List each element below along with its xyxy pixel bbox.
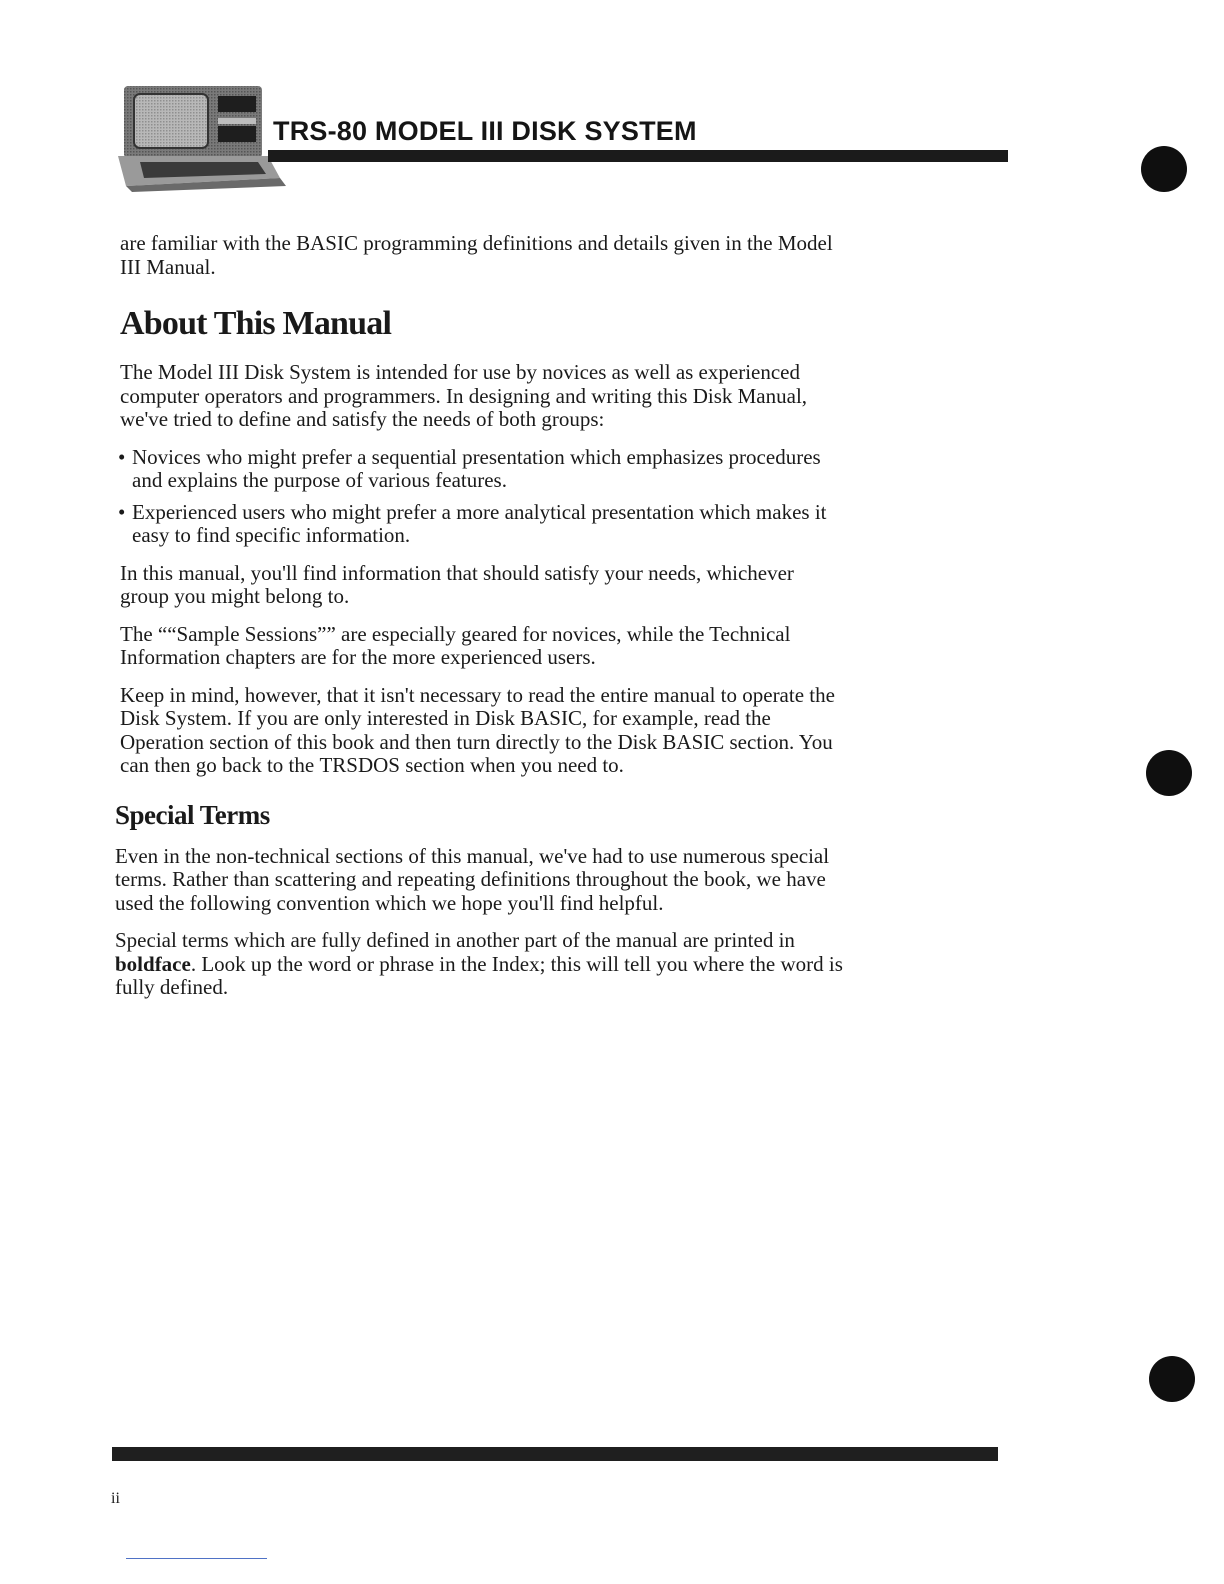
special-terms-paragraph-1: Even in the non-technical sections of this manual, we've had to use numerous special terms. Rather than scattering and repeating definitions throughout the book, we have used the following convention which we hope you'll find helpful. (115, 843, 830, 915)
list-item: • Experienced users who might prefer a more analytical presentation which makes it easy to find specific information. (118, 499, 827, 547)
header-title: TRS-80 MODEL III DISK SYSTEM (273, 116, 697, 146)
about-paragraph-1: The Model III Disk System is intended for use by novices as well as experienced computer operators and programmers. In designing and writing this Disk Manual, we've tried to define and satisfy the needs of both groups: (120, 360, 808, 431)
about-paragraph-4: Keep in mind, however, that it isn't necessary to read the entire manual to operate the Disk System. If you are only interested in Disk BASIC, for example, read the Operation section of this book and then turn directly to the Disk BASIC section. You can then go back to the TRSDOS section when you need to. (120, 682, 835, 777)
list-item: • Novices who might prefer a sequential presentation which emphasizes procedures and explains the purpose of various features. (118, 444, 821, 492)
boldface-term: boldface (115, 951, 191, 976)
computer-illustration (118, 82, 288, 194)
bullet-icon: • (118, 499, 126, 524)
audience-list (115, 446, 845, 548)
footer-rule (112, 1447, 998, 1461)
about-paragraph-3: The ““Sample Sessions”” are especially geared for novices, while the Technical Information chapters are for the more experienced users. (120, 621, 791, 669)
page-content (115, 232, 845, 1014)
special-terms-heading: Special Terms (115, 799, 270, 830)
bullet-icon: • (118, 444, 126, 469)
about-paragraph-2: In this manual, you'll find information that should satisfy your needs, whichever group you might belong to. (120, 560, 794, 608)
binder-hole-top (1141, 146, 1187, 192)
special-terms-paragraph-2: Special terms which are fully defined in another part of the manual are printed in boldface. Look up the word or phrase in the Index; this will tell you where the word is fully defined. (115, 928, 843, 999)
page-number: ii (111, 1490, 120, 1507)
binder-hole-bottom (1149, 1356, 1195, 1402)
about-heading: About This Manual (120, 305, 392, 342)
header-rule (268, 150, 1008, 162)
bottom-underline (126, 1558, 267, 1559)
binder-hole-middle (1146, 750, 1192, 796)
intro-paragraph: are familiar with the BASIC programming definitions and details given in the Model III Manual. (120, 231, 833, 279)
